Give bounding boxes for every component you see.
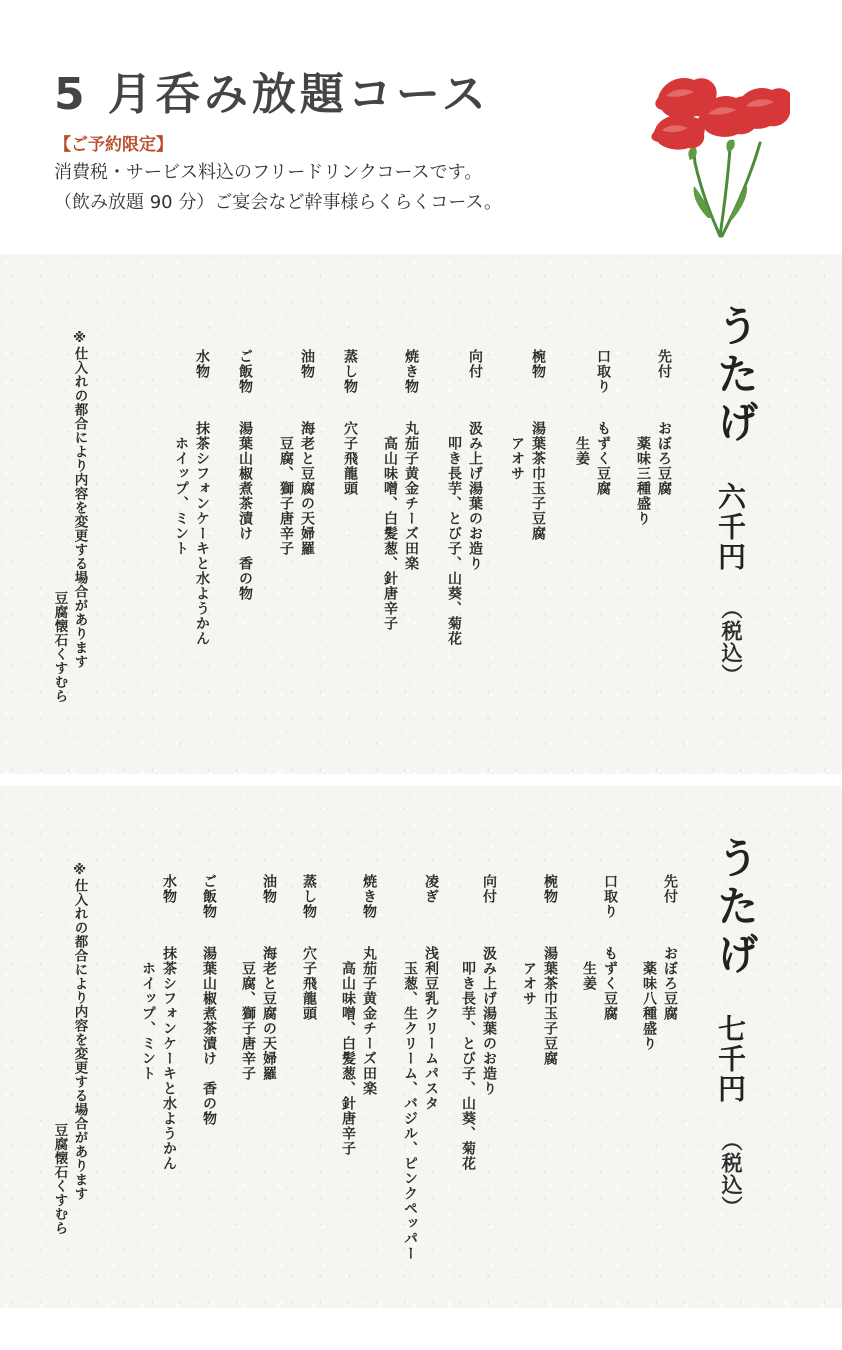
course-2-category: 焼き物 [361, 874, 377, 919]
course-1-note: ※仕入れの都合により内容を変更する場合があります [71, 330, 88, 669]
course-2-dish-line: 汲み上げ湯葉のお造り [481, 946, 497, 1096]
course-1-category: 水物 [194, 349, 210, 379]
page-header [0, 0, 842, 255]
course-1-dish-line: ホイップ、ミント [173, 436, 189, 556]
course-2-dish-line: おぼろ豆腐 [662, 946, 678, 1021]
course-1-dish-line: 湯葉山椒煮茶漬け 香の物 [237, 421, 253, 601]
course-2-dish-line: 穴子飛龍頭 [301, 946, 317, 1021]
course-1-category: 向付 [467, 349, 483, 379]
course-1-category: 先付 [656, 349, 672, 379]
course-1-price: 六千円 [714, 482, 747, 572]
course-1-tax-label: （税込） [719, 598, 743, 686]
course-2-dish-line: 叩き長芋、とび子、山葵、菊花 [460, 961, 476, 1171]
course-2-dish-line: 生姜 [581, 961, 597, 991]
course-1-category: 椀物 [530, 349, 546, 379]
course-2-dish-line: もずく豆腐 [602, 946, 618, 1021]
course-2-dish-line: 高山味噌、白髪葱、針唐辛子 [340, 961, 356, 1156]
course-2-category: 先付 [662, 874, 678, 904]
course-1-dish-line: 抹茶シフォンケーキと水ようかん [194, 421, 210, 646]
course-2-category: 椀物 [542, 874, 558, 904]
course-2-dish-line: 豆腐、獅子唐辛子 [240, 961, 256, 1081]
course-2-category: 向付 [481, 874, 497, 904]
course-1-category: 焼き物 [403, 349, 419, 394]
course-1-category: 蒸し物 [342, 349, 358, 394]
course-2-dish-line: アオサ [521, 961, 537, 1006]
course-2-price: 七千円 [714, 1014, 747, 1104]
course-1-dish-line: 生姜 [574, 436, 590, 466]
reservation-tag: 【ご予約限定】 [54, 135, 173, 155]
course-1-dish-line: 海老と豆腐の天婦羅 [299, 421, 315, 556]
carnation-illustration [650, 68, 790, 240]
course-2-note: ※仕入れの都合により内容を変更する場合があります [71, 862, 88, 1201]
course-2-category: 油物 [261, 874, 277, 904]
course-2-category: 水物 [161, 874, 177, 904]
course-1-dish-line: もずく豆腐 [595, 421, 611, 496]
course-1-dish-line: 豆腐、獅子唐辛子 [278, 436, 294, 556]
course-1-category: ご飯物 [237, 349, 253, 394]
course-1-dish-line: 湯葉茶巾玉子豆腐 [530, 421, 546, 541]
course-2-dish-line: 抹茶シフォンケーキと水ようかん [161, 946, 177, 1171]
course-2-dish-line: 玉葱、生クリーム、バジル、ピンクペッパー [402, 961, 418, 1261]
course-1-dish-line: おぼろ豆腐 [656, 421, 672, 496]
course-2-category: 口取り [602, 874, 618, 919]
course-1-name: うたげ [711, 304, 760, 448]
page-title: 5 月呑み放題コース [54, 69, 490, 120]
course-1-category: 口取り [595, 349, 611, 394]
course-2-dish-line: ホイップ、ミント [140, 961, 156, 1081]
course-2-tax-label: （税込） [719, 1130, 743, 1218]
course-2-category: 凌ぎ [423, 874, 439, 904]
course-2-name: うたげ [711, 836, 760, 980]
course-2-category: 蒸し物 [301, 874, 317, 919]
course-2-category: ご飯物 [201, 874, 217, 919]
course-2-dish-line: 薬味八種盛り [641, 961, 657, 1051]
course-description-line-1: 消費税・サービス料込のフリードリンクコースです。 [54, 162, 483, 183]
course-description-line-2: （飲み放題 90 分）ご宴会など幹事様らくらくコース。 [54, 192, 502, 213]
course-1-dish-line: 穴子飛龍頭 [342, 421, 358, 496]
course-2-dish-line: 浅利豆乳クリームパスタ [423, 946, 439, 1111]
course-1-restaurant-name: 豆腐懐石くすむら [51, 591, 68, 703]
course-2-dish-line: 丸茄子黄金チーズ田楽 [361, 946, 377, 1096]
course-1-panel [0, 254, 842, 774]
course-1-dish-line: 汲み上げ湯葉のお造り [467, 421, 483, 571]
course-1-dish-line: 薬味三種盛り [635, 436, 651, 526]
course-2-restaurant-name: 豆腐懐石くすむら [51, 1123, 68, 1235]
course-1-dish-line: アオサ [509, 436, 525, 481]
course-2-dish-line: 湯葉山椒煮茶漬け 香の物 [201, 946, 217, 1126]
course-2-panel [0, 786, 842, 1308]
course-1-dish-line: 丸茄子黄金チーズ田楽 [403, 421, 419, 571]
course-1-dish-line: 高山味噌、白髪葱、針唐辛子 [382, 436, 398, 631]
course-1-dish-line: 叩き長芋、とび子、山葵、菊花 [446, 436, 462, 646]
course-2-dish-line: 湯葉茶巾玉子豆腐 [542, 946, 558, 1066]
course-1-category: 油物 [299, 349, 315, 379]
course-2-dish-line: 海老と豆腐の天婦羅 [261, 946, 277, 1081]
